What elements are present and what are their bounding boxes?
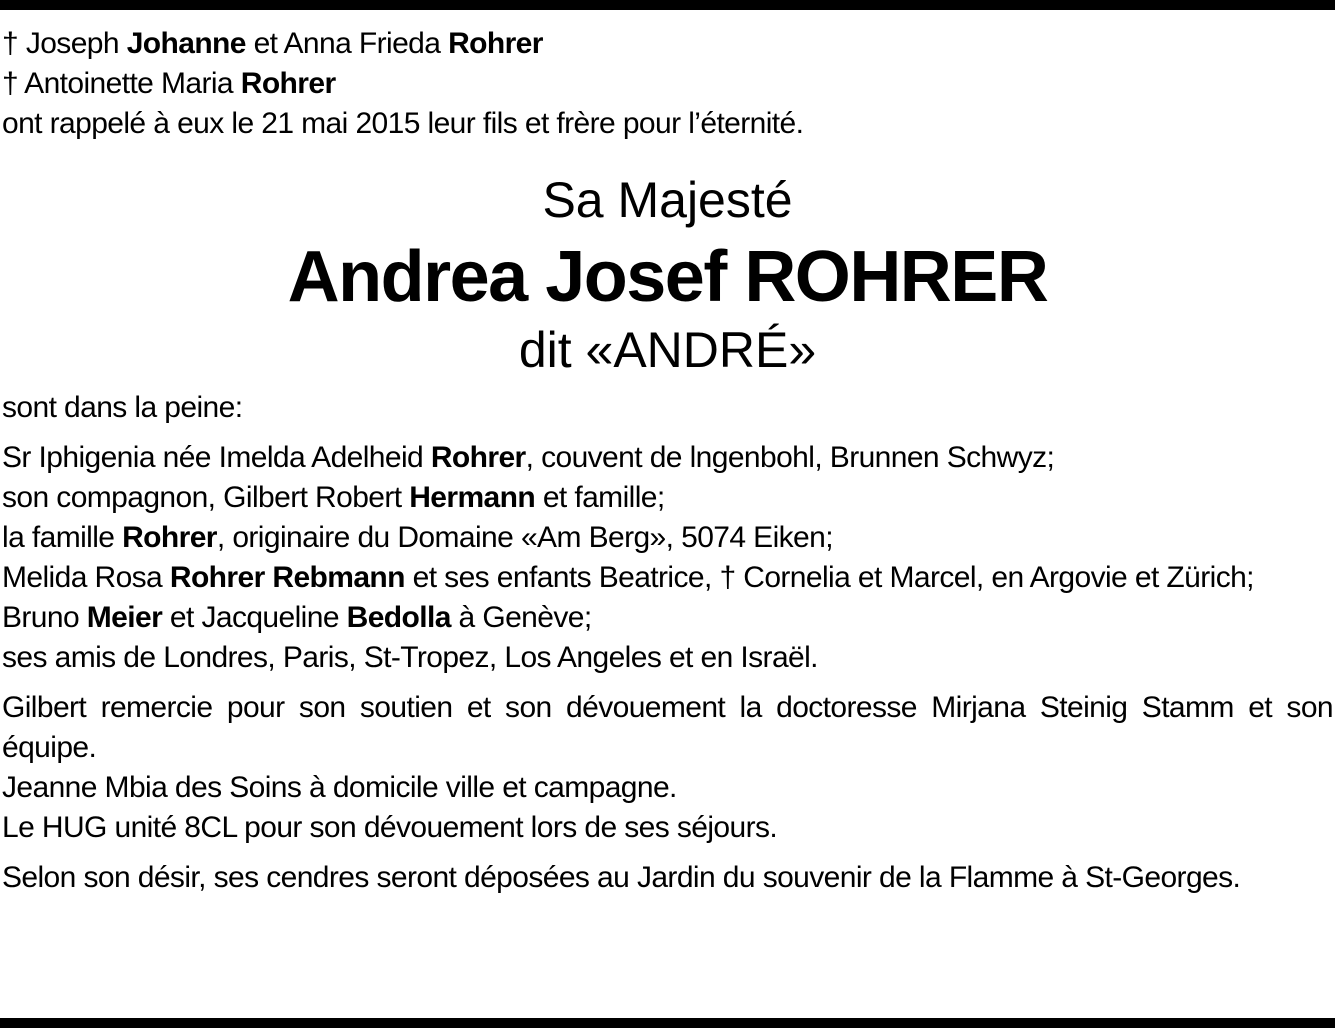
mourner-line-4-c: et ses enfants Beatrice, † Cornelia et Marcel, en Argovie et Zürich; — [404, 561, 1254, 594]
thanks-paragraph-3: Le HUG unité 8CL pour son dévouement lors de ses séjours. — [2, 811, 778, 844]
mourner-line-3 — [2, 518, 1333, 558]
obituary-notice — [2, 24, 1333, 898]
mourning-intro: sont dans la peine: — [2, 391, 243, 424]
mourner-line-2-c: et famille; — [535, 481, 665, 514]
mourner-line-1-a: Sr Iphigenia née Imelda Adelheid — [2, 441, 431, 474]
mourner-line-4 — [2, 558, 1333, 598]
thanks-section — [2, 688, 1333, 848]
mourner-line-5-a: Bruno — [2, 601, 87, 634]
thanks-paragraph-1: Gilbert remercie pour son soutien et son dévouement la doctoresse Mirjana Steinig Stamm et son équipe. — [2, 691, 1333, 764]
header-line-1-bold-b: Johanne — [126, 27, 246, 60]
header-line-2-text-a: † Antoinette Maria — [2, 67, 241, 100]
mourner-line-5-d: Bedolla — [346, 601, 451, 634]
mourner-line-5 — [2, 598, 1333, 638]
mourners-list — [2, 438, 1333, 678]
header-line-2-bold-b: Rohrer — [240, 67, 336, 100]
closing-paragraph: Selon son désir, ses cendres seront déposées au Jardin du souvenir de la Flamme à St-Georges. — [2, 861, 1241, 894]
mourner-line-5-e: à Genève; — [450, 601, 592, 634]
deceased-name: Andrea Josef ROHRER — [287, 237, 1048, 317]
honorific: Sa Majesté — [542, 172, 793, 228]
header-line-1-text-c: et Anna Frieda — [245, 27, 449, 60]
alias: dit «ANDRÉ» — [518, 322, 817, 378]
header-line-1 — [2, 24, 1333, 64]
thanks-paragraph-2: Jeanne Mbia des Soins à domicile ville et campagne. — [2, 771, 677, 804]
mourner-line-3-a: la famille — [2, 521, 123, 554]
mourner-line-2 — [2, 478, 1333, 518]
header-line-1-text-a: † Joseph — [2, 27, 127, 60]
bottom-rule — [0, 1018, 1335, 1028]
mourner-line-5-b: Meier — [86, 601, 163, 634]
mourner-line-3-b: Rohrer — [122, 521, 217, 554]
mourner-line-1 — [2, 438, 1333, 478]
mourner-line-6: ses amis de Londres, Paris, St-Tropez, Los Angeles et en Israël. — [2, 641, 818, 674]
mourner-line-5-c: et Jacqueline — [162, 601, 347, 634]
mourner-line-2-b: Hermann — [409, 481, 536, 514]
header-line-1-bold-d: Rohrer — [448, 27, 543, 60]
mourner-line-3-c: , originaire du Domaine «Am Berg», 5074 Eiken; — [216, 521, 833, 554]
mourner-line-2-a: son compagnon, Gilbert Robert — [2, 481, 410, 514]
mourner-line-1-c: , couvent de lngenbohl, Brunnen Schwyz; — [525, 441, 1055, 474]
mourner-line-4-a: Melida Rosa — [2, 561, 170, 594]
intro-line: ont rappelé à eux le 21 mai 2015 leur fils et frère pour l’éternité. — [2, 107, 804, 140]
header-line-2 — [2, 64, 1333, 104]
mourner-line-4-b: Rohrer Rebmann — [169, 561, 405, 594]
mourner-line-1-b: Rohrer — [430, 441, 526, 474]
top-rule — [0, 0, 1335, 10]
